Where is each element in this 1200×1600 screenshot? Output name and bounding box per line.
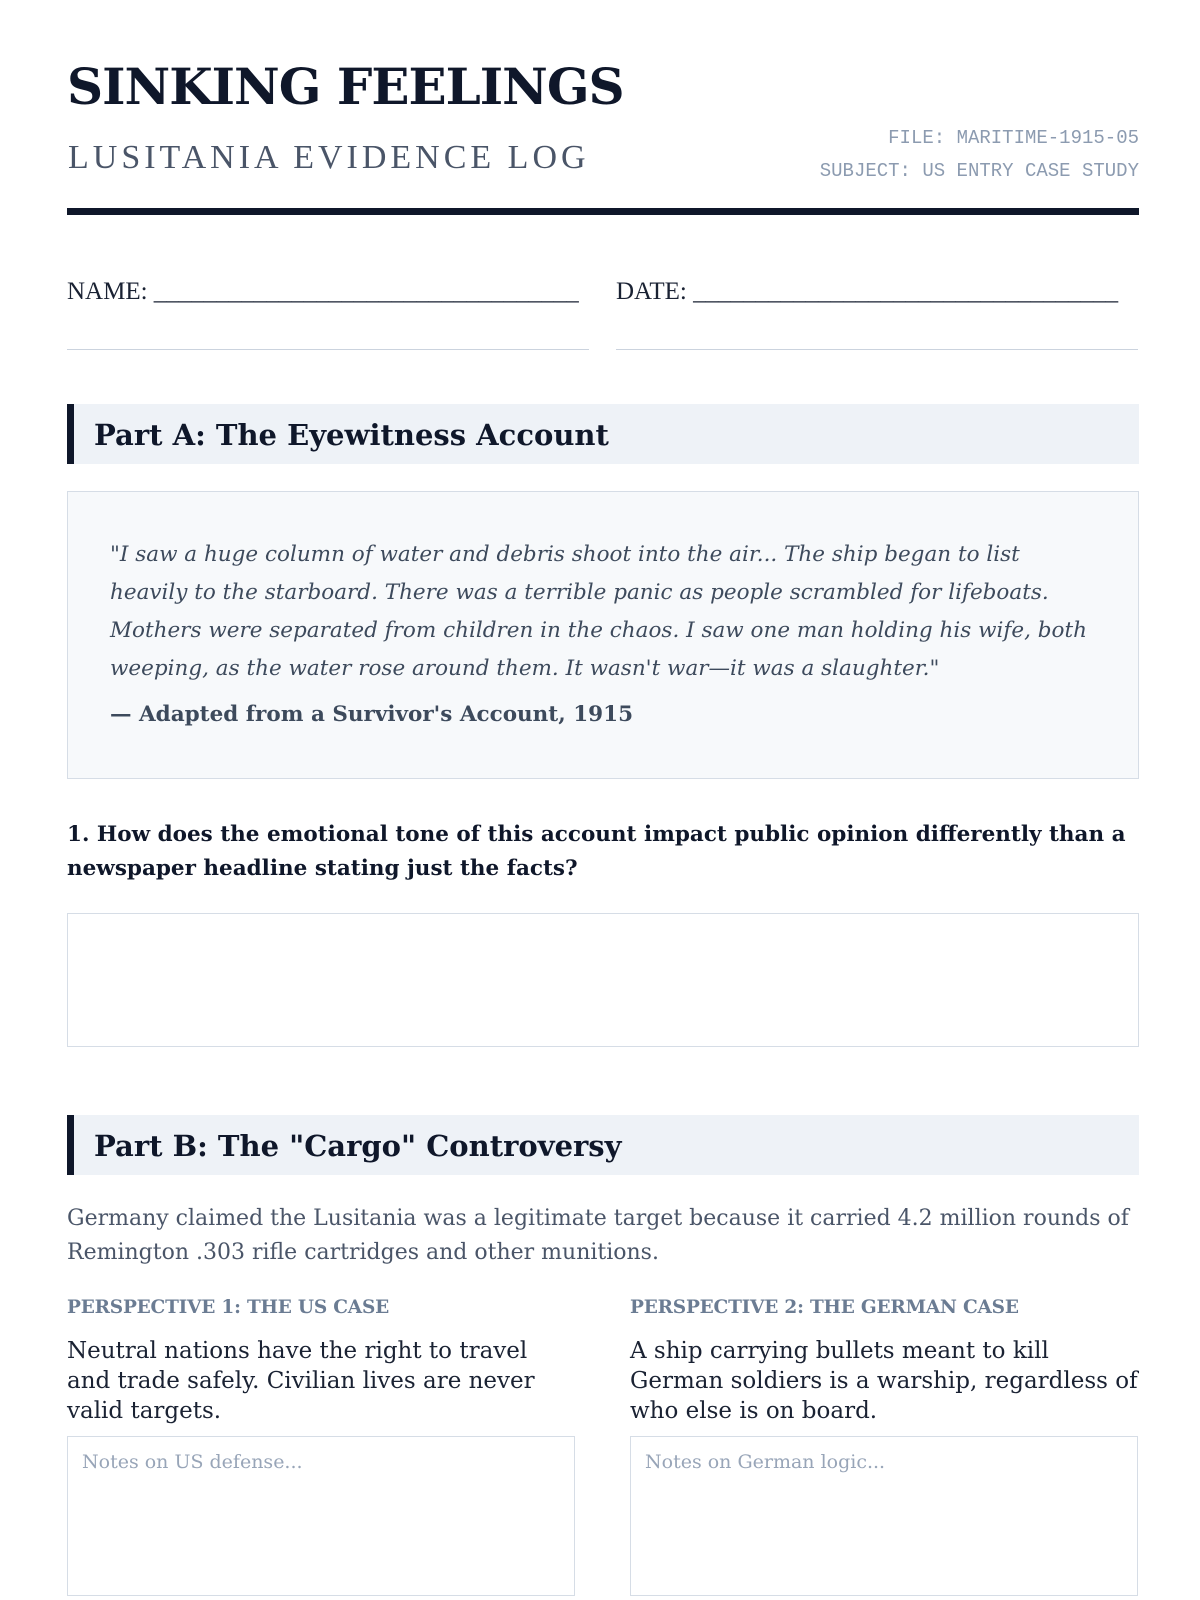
question-1-answer-box[interactable]: [67, 913, 1139, 1047]
part-a-heading: Part A: The Eyewitness Account: [94, 418, 609, 452]
question-1: 1. How does the emotional tone of this account impact public opinion differently than a newspaper headline stating just the facts?: [67, 822, 1126, 881]
perspective-2-label: PERSPECTIVE 2: THE GERMAN CASE: [630, 1297, 1019, 1318]
part-b-heading: Part B: The "Cargo" Controversy: [94, 1129, 622, 1163]
eyewitness-quote-box: [67, 491, 1139, 779]
perspective-1-text: Neutral nations have the right to travel and trade safely. Civilian lives are never valid targets.: [67, 1338, 535, 1424]
name-field[interactable]: NAME: __________________________________: [67, 275, 589, 350]
eyewitness-quote: "I saw a huge column of water and debris shoot into the air... The ship began to list heavily to the starboard. There was a terrible panic as people scrambled for lifeboats. Mothers were separated from children in the chaos. I saw one man holding his wife, both weeping, as the water rose around them. It wasn't war—it was a slaughter.": [110, 542, 1087, 681]
date-field[interactable]: DATE: __________________________________: [616, 275, 1138, 350]
header-divider: [67, 208, 1139, 215]
us-defense-notes[interactable]: [67, 1436, 575, 1596]
file-id: FILE: MARITIME-1915-05: [888, 127, 1139, 149]
german-logic-notes[interactable]: [630, 1436, 1138, 1596]
perspective-2-text: A ship carrying bullets meant to kill German soldiers is a warship, regardless of who else is on board.: [630, 1338, 1138, 1424]
worksheet-title: SINKING FEELINGS: [67, 57, 624, 116]
perspective-1-label: PERSPECTIVE 1: THE US CASE: [67, 1297, 390, 1318]
quote-attribution: — Adapted from a Survivor's Account, 1915: [110, 702, 634, 727]
subject-line: SUBJECT: US ENTRY CASE STUDY: [819, 160, 1139, 182]
part-a-header: [67, 404, 1139, 464]
part-b-header: [67, 1115, 1139, 1175]
file-meta: [820, 122, 1139, 188]
worksheet-subtitle: LUSITANIA EVIDENCE LOG: [68, 139, 590, 176]
cargo-intro: Germany claimed the Lusitania was a legitimate target because it carried 4.2 million rounds of Remington .303 rifle cartridges and other munitions.: [67, 1206, 1129, 1265]
